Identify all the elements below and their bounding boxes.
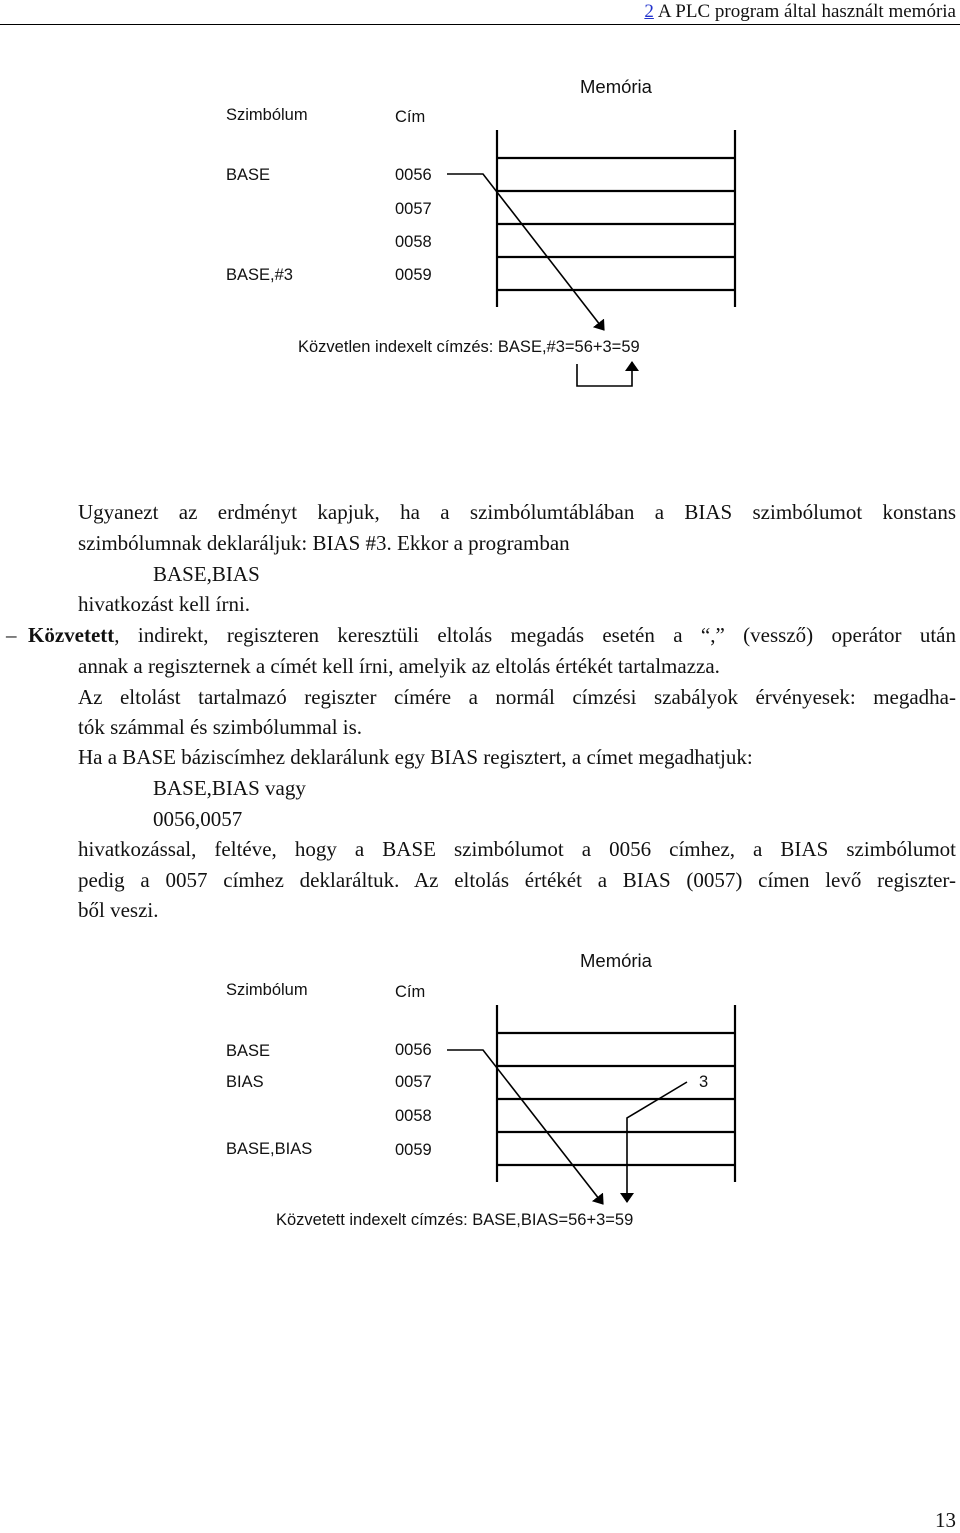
memory-table-frame-1: [497, 130, 735, 307]
column-header-address: Cím: [395, 108, 426, 126]
address-label: 0058: [395, 233, 432, 251]
chapter-title: A PLC program által használt memória: [657, 1, 956, 22]
bullet-term: Közvetett: [28, 623, 115, 647]
code-line: 0056,0057: [153, 807, 243, 831]
code-line: BASE,BIAS: [153, 562, 260, 586]
column-header-symbol: Szimbólum: [226, 981, 308, 999]
symbol-label: BASE: [226, 166, 271, 184]
paragraph-line: pedig a 0057 címhez deklaráltuk. Az eltolás értékét a BIAS (0057) címen levő regiszter-: [78, 868, 956, 892]
memory-table-frame-2: [497, 1005, 735, 1182]
symbol-label: BASE,#3: [226, 266, 293, 284]
header-rule: [0, 24, 960, 25]
offset-bracket-arrow-1: [577, 362, 632, 386]
column-header-address: Cím: [395, 983, 426, 1001]
paragraph-line: Az eltolást tartalmazó regiszter címére a normál címzési szabályok érvényesek: megadha-: [78, 685, 956, 709]
address-label: 0056: [395, 1041, 432, 1059]
address-label: 0059: [395, 266, 432, 284]
address-arrow-2: [447, 1050, 603, 1204]
code-line: BASE,BIAS vagy: [153, 776, 306, 800]
bullet-dash: –: [6, 623, 17, 647]
paragraph-line: Ha a BASE báziscímhez deklarálunk egy BIAS regisztert, a címet megadhatjuk:: [78, 745, 753, 769]
paragraph-line: hivatkozást kell írni.: [78, 592, 251, 616]
memory-title: Memória: [580, 950, 652, 971]
bullet-line: [28, 623, 956, 648]
paragraph-line: ből veszi.: [78, 898, 159, 922]
direct-indexed-diagram: [0, 60, 960, 400]
diagram-caption: Közvetlen indexelt címzés: BASE,#3=56+3=59: [298, 338, 640, 356]
paragraph-line: tók számmal és szimbólummal is.: [78, 715, 363, 739]
column-header-symbol: Szimbólum: [226, 106, 308, 124]
memory-title: Memória: [580, 76, 652, 97]
header-title: [644, 1, 956, 23]
page-number: 13: [935, 1508, 956, 1532]
symbol-label: BASE: [226, 1042, 271, 1060]
address-label: 0056: [395, 166, 432, 184]
diagram-caption: Közvetett indexelt címzés: BASE,BIAS=56+3=59: [276, 1211, 634, 1229]
running-header: [0, 0, 960, 24]
address-label: 0058: [395, 1107, 432, 1125]
paragraph-line: hivatkozással, feltéve, hogy a BASE szimbólumot a 0056 címhez, a BIAS szimbólumot: [78, 837, 956, 861]
address-label: 0057: [395, 200, 432, 218]
address-arrow-1: [447, 174, 604, 330]
symbol-label: BIAS: [226, 1073, 264, 1091]
bullet-text: , indirekt, regiszteren keresztüli eltolás megadás esetén a “,” (vessző) operátor után: [114, 623, 956, 647]
paragraph-line: szimbólumnak deklaráljuk: BIAS #3. Ekkor a programban: [78, 531, 570, 555]
indirect-indexed-diagram: [0, 940, 960, 1240]
chapter-number-link[interactable]: 2: [644, 1, 654, 22]
bias-value-label: 3: [699, 1073, 709, 1091]
symbol-label: BASE,BIAS: [226, 1140, 313, 1158]
address-label: 0057: [395, 1073, 432, 1091]
memory-table-graphic-2: [0, 940, 960, 1240]
bullet-line: annak a regiszternek a címét kell írni, amelyik az eltolás értékét tartalmazza.: [78, 654, 720, 678]
address-label: 0059: [395, 1141, 432, 1159]
paragraph-line: Ugyanezt az erdményt kapjuk, ha a szimbólumtáblában a BIAS szimbólumot konstans: [78, 500, 956, 524]
